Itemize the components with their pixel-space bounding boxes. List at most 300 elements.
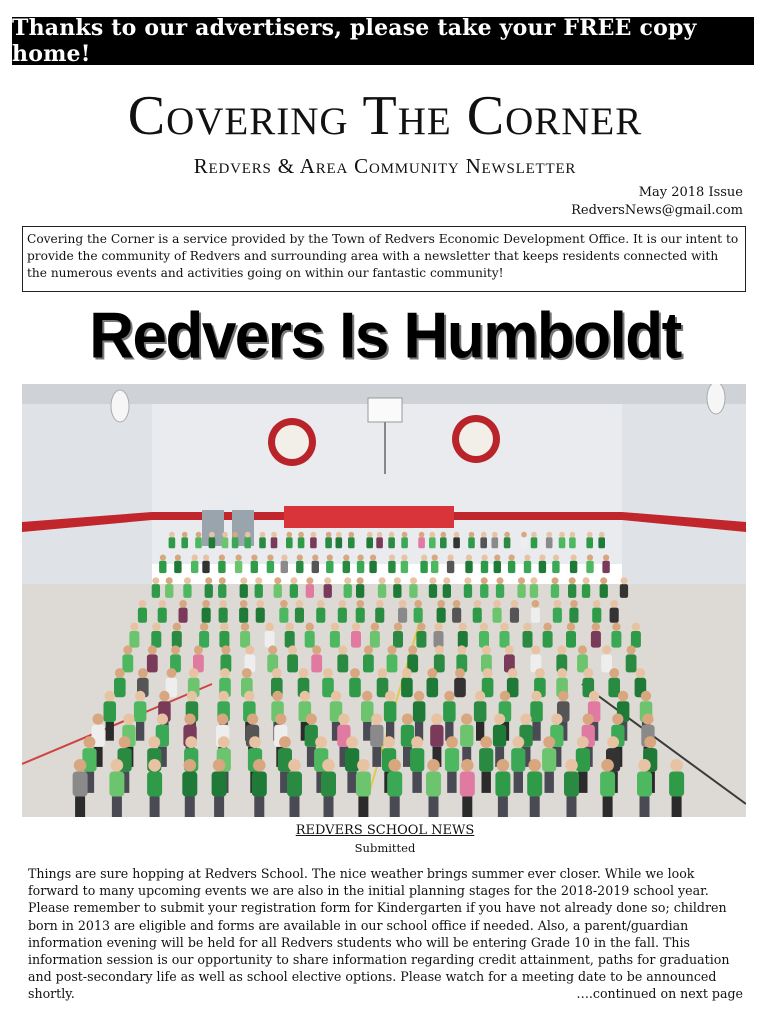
- student-head: [157, 714, 168, 725]
- student-figure: [232, 537, 239, 548]
- student-figure: [564, 772, 579, 797]
- student-head: [419, 532, 425, 538]
- student-legs: [112, 797, 122, 818]
- student-head: [138, 668, 148, 678]
- student-legs: [150, 797, 160, 818]
- student-head: [414, 600, 422, 608]
- banner-text: Thanks to our advertisers, please take your FREE copy home!: [12, 15, 697, 67]
- student-head: [187, 691, 197, 701]
- student-figure: [631, 631, 641, 648]
- student-figure: [430, 725, 443, 747]
- student-figure: [388, 561, 395, 573]
- student-figure: [543, 631, 553, 648]
- student-head: [339, 600, 347, 608]
- gym-left-wall: [22, 404, 152, 614]
- student-head: [298, 532, 304, 538]
- student-figure: [388, 537, 395, 548]
- student-figure: [295, 608, 304, 623]
- student-figure: [384, 701, 397, 722]
- student-figure: [369, 561, 376, 573]
- student-figure: [454, 678, 466, 697]
- student-legs: [462, 797, 472, 818]
- student-head: [494, 555, 500, 561]
- student-head: [130, 623, 138, 631]
- student-legs: [567, 797, 577, 818]
- student-head: [388, 645, 397, 654]
- student-figure: [324, 584, 332, 598]
- student-head: [411, 736, 423, 748]
- student-figure: [134, 701, 147, 722]
- student-head: [518, 577, 525, 584]
- student-figure: [413, 701, 426, 722]
- student-figure: [492, 537, 499, 548]
- student-figure: [410, 748, 424, 772]
- student-head: [388, 759, 401, 772]
- student-figure: [611, 631, 621, 648]
- contact-email[interactable]: RedversNews@gmail.com: [571, 203, 743, 218]
- student-figure: [296, 561, 303, 573]
- student-head: [553, 555, 559, 561]
- student-head: [115, 668, 125, 678]
- student-head: [194, 645, 203, 654]
- student-figure: [500, 631, 510, 648]
- student-head: [528, 759, 541, 772]
- student-figure: [420, 561, 427, 573]
- student-figure: [474, 701, 487, 722]
- student-head: [274, 577, 281, 584]
- gym-group-photo: [22, 384, 746, 817]
- student-figure: [305, 631, 315, 648]
- student-head: [432, 555, 438, 561]
- student-head: [455, 668, 465, 678]
- student-head: [255, 577, 262, 584]
- student-figure: [493, 725, 506, 747]
- article-byline: Submitted: [354, 841, 416, 855]
- student-figure: [570, 561, 577, 573]
- student-figure: [542, 748, 556, 772]
- student-figure: [310, 537, 317, 548]
- student-figure: [183, 584, 191, 598]
- student-head: [221, 645, 230, 654]
- student-head: [299, 668, 309, 678]
- student-figure: [376, 537, 383, 548]
- student-head: [466, 555, 472, 561]
- student-figure: [349, 678, 361, 697]
- student-head: [322, 759, 335, 772]
- student-figure: [551, 584, 559, 598]
- student-head: [546, 532, 552, 538]
- student-head: [331, 623, 339, 631]
- student-head: [599, 532, 605, 538]
- student-head: [567, 623, 575, 631]
- student-figure: [366, 537, 373, 548]
- student-head: [531, 691, 541, 701]
- student-figure: [517, 584, 525, 598]
- student-head: [184, 714, 195, 725]
- student-head: [336, 532, 342, 538]
- student-head: [280, 600, 288, 608]
- student-head: [618, 691, 628, 701]
- student-figure: [274, 584, 282, 598]
- student-legs: [324, 797, 334, 818]
- student-head: [435, 645, 444, 654]
- student-head: [159, 600, 167, 608]
- student-figure: [387, 654, 398, 672]
- student-head: [205, 577, 212, 584]
- student-head: [169, 532, 175, 538]
- student-head: [505, 645, 514, 654]
- student-figure: [566, 631, 576, 648]
- student-figure: [553, 608, 562, 623]
- student-head: [482, 645, 491, 654]
- student-head: [394, 623, 402, 631]
- student-figure: [592, 608, 601, 623]
- student-head: [558, 691, 568, 701]
- student-head: [531, 532, 537, 538]
- student-head: [240, 577, 247, 584]
- student-head: [84, 736, 96, 748]
- student-figure: [356, 772, 371, 797]
- student-figure: [222, 537, 229, 548]
- student-head: [245, 645, 254, 654]
- student-head: [543, 623, 551, 631]
- student-head: [200, 623, 208, 631]
- student-figure: [414, 608, 423, 623]
- student-legs: [482, 772, 491, 793]
- student-head: [612, 714, 623, 725]
- student-head: [315, 736, 327, 748]
- student-head: [317, 600, 325, 608]
- student-head: [457, 645, 466, 654]
- student-figure: [165, 584, 173, 598]
- student-head: [220, 623, 228, 631]
- student-figure: [316, 608, 325, 623]
- student-figure: [286, 537, 293, 548]
- student-head: [530, 577, 537, 584]
- student-figure: [496, 584, 504, 598]
- student-figure: [114, 678, 126, 697]
- student-figure: [437, 608, 446, 623]
- student-figure: [285, 631, 295, 648]
- student-head: [290, 577, 297, 584]
- student-figure: [527, 772, 542, 797]
- student-legs: [136, 722, 144, 741]
- student-figure: [129, 631, 139, 648]
- intro-text: Covering the Corner is a service provided by the Town of Redvers Economic Development Office. It is our intent to provide the community of Redvers and surrounding area with a newsletter that keeps residents connected with the numerous events and activities going on within our fantastic community!: [27, 232, 739, 280]
- student-figure: [504, 537, 511, 548]
- student-head: [494, 714, 505, 725]
- student-head: [323, 668, 333, 678]
- student-figure: [481, 561, 488, 573]
- student-head: [543, 736, 555, 748]
- student-figure: [460, 725, 473, 747]
- student-head: [577, 736, 589, 748]
- student-head: [148, 736, 160, 748]
- student-legs: [254, 797, 264, 818]
- student-figure: [600, 584, 608, 598]
- student-figure: [401, 537, 408, 548]
- student-figure: [73, 772, 88, 797]
- student-figure: [387, 772, 402, 797]
- student-figure: [539, 561, 546, 573]
- student-figure: [256, 608, 265, 623]
- student-figure: [480, 537, 487, 548]
- student-head: [184, 577, 191, 584]
- student-figure: [409, 584, 417, 598]
- student-figure: [479, 748, 493, 772]
- student-head: [209, 532, 215, 538]
- student-head: [469, 532, 475, 538]
- student-figure: [495, 772, 510, 797]
- student-figure: [576, 748, 590, 772]
- student-legs: [532, 722, 540, 741]
- student-head: [306, 623, 314, 631]
- student-figure: [468, 537, 475, 548]
- student-head: [531, 645, 540, 654]
- student-head: [602, 645, 611, 654]
- student-figure: [321, 772, 336, 797]
- student-head: [434, 623, 442, 631]
- student-legs: [372, 747, 381, 767]
- student-legs: [75, 797, 85, 818]
- student-head: [559, 532, 565, 538]
- student-head: [554, 600, 562, 608]
- student-head: [275, 714, 286, 725]
- student-head: [220, 668, 230, 678]
- student-head: [123, 714, 134, 725]
- student-legs: [185, 797, 195, 818]
- student-figure: [530, 701, 543, 722]
- student-figure: [219, 631, 229, 648]
- student-head: [167, 668, 177, 678]
- student-head: [271, 532, 277, 538]
- student-head: [571, 555, 577, 561]
- student-figure: [559, 537, 566, 548]
- student-figure: [255, 584, 263, 598]
- student-head: [242, 668, 252, 678]
- student-figure: [287, 654, 298, 672]
- student-figure: [151, 631, 161, 648]
- student-head: [446, 736, 458, 748]
- student-figure: [104, 701, 117, 722]
- student-head: [171, 645, 180, 654]
- student-figure: [179, 608, 188, 623]
- student-head: [377, 532, 383, 538]
- student-head: [203, 555, 209, 561]
- student-figure: [345, 748, 359, 772]
- student-head: [394, 577, 401, 584]
- student-figure: [568, 584, 576, 598]
- student-figure: [370, 725, 383, 747]
- student-figure: [209, 537, 216, 548]
- student-figure: [494, 561, 501, 573]
- student-head: [196, 532, 202, 538]
- student-head: [417, 623, 425, 631]
- student-head: [632, 623, 640, 631]
- student-legs: [358, 797, 368, 818]
- student-figure: [473, 608, 482, 623]
- student-head: [378, 668, 388, 678]
- student-head: [300, 691, 310, 701]
- group-photo-illustration: [22, 384, 746, 817]
- student-head: [217, 714, 228, 725]
- student-head: [475, 691, 485, 701]
- student-legs: [545, 772, 554, 793]
- student-head: [523, 623, 531, 631]
- student-head: [324, 577, 331, 584]
- student-head: [583, 577, 590, 584]
- student-head: [443, 577, 450, 584]
- student-head: [296, 600, 304, 608]
- student-head: [123, 645, 132, 654]
- student-figure: [479, 631, 489, 648]
- student-head: [593, 600, 601, 608]
- student-figure: [416, 631, 426, 648]
- basketball-hoop-left: [111, 390, 129, 422]
- student-head: [492, 532, 498, 538]
- student-figure: [265, 631, 275, 648]
- student-head: [189, 668, 199, 678]
- student-figure: [511, 748, 525, 772]
- student-figure: [521, 537, 528, 548]
- student-head: [636, 668, 646, 678]
- student-head: [173, 623, 181, 631]
- student-figure: [508, 561, 515, 573]
- student-figure: [458, 631, 468, 648]
- student-figure: [218, 561, 225, 573]
- student-head: [343, 555, 349, 561]
- student-figure: [138, 608, 147, 623]
- student-figure: [569, 608, 578, 623]
- student-figure: [351, 631, 361, 648]
- student-legs: [640, 797, 650, 818]
- student-head: [357, 577, 364, 584]
- student-legs: [603, 797, 613, 818]
- student-figure: [298, 537, 305, 548]
- student-head: [524, 555, 530, 561]
- student-legs: [347, 772, 356, 793]
- student-head: [642, 714, 653, 725]
- student-figure: [344, 584, 352, 598]
- student-figure: [336, 537, 343, 548]
- student-figure: [202, 608, 211, 623]
- student-figure: [218, 584, 226, 598]
- student-head: [152, 577, 159, 584]
- student-head: [444, 691, 454, 701]
- student-head: [459, 623, 467, 631]
- student-figure: [325, 537, 332, 548]
- student-head: [222, 532, 228, 538]
- student-head: [603, 555, 609, 561]
- student-head: [497, 577, 504, 584]
- student-head: [453, 600, 461, 608]
- student-head: [464, 577, 471, 584]
- student-head: [312, 645, 321, 654]
- student-head: [587, 532, 593, 538]
- student-figure: [426, 772, 441, 797]
- student-head: [551, 714, 562, 725]
- student-head: [279, 736, 291, 748]
- student-figure: [281, 561, 288, 573]
- student-figure: [637, 772, 652, 797]
- student-head: [219, 691, 229, 701]
- student-legs: [429, 797, 439, 818]
- student-figure: [602, 561, 609, 573]
- student-figure: [610, 608, 619, 623]
- student-figure: [493, 608, 502, 623]
- student-head: [362, 691, 372, 701]
- student-head: [371, 714, 382, 725]
- student-figure: [429, 537, 436, 548]
- student-head: [371, 623, 379, 631]
- student-head: [139, 600, 147, 608]
- student-figure: [251, 561, 258, 573]
- student-head: [364, 645, 373, 654]
- student-head: [481, 532, 487, 538]
- red-banner: [284, 506, 454, 528]
- student-head: [256, 600, 264, 608]
- student-head: [607, 736, 619, 748]
- student-figure: [531, 608, 540, 623]
- student-figure: [356, 584, 364, 598]
- student-head: [600, 577, 607, 584]
- student-head: [408, 645, 417, 654]
- student-figure: [158, 608, 167, 623]
- student-head: [427, 759, 440, 772]
- student-figure: [378, 584, 386, 598]
- student-head: [241, 623, 249, 631]
- student-figure: [510, 608, 519, 623]
- student-head: [219, 555, 225, 561]
- student-figure: [219, 608, 228, 623]
- student-figure: [147, 772, 162, 797]
- student-figure: [586, 561, 593, 573]
- student-head: [578, 645, 587, 654]
- student-head: [482, 555, 488, 561]
- student-head: [260, 532, 266, 538]
- student-figure: [337, 654, 348, 672]
- student-head: [638, 759, 651, 772]
- student-figure: [620, 584, 628, 598]
- student-head: [288, 645, 297, 654]
- student-figure: [552, 561, 559, 573]
- student-head: [331, 691, 341, 701]
- student-head: [244, 691, 254, 701]
- student-figure: [181, 537, 188, 548]
- student-figure: [443, 584, 451, 598]
- student-head: [297, 555, 303, 561]
- continued-note: ….continued on next page: [576, 986, 743, 1001]
- student-figure: [252, 772, 267, 797]
- student-head: [327, 555, 333, 561]
- student-head: [497, 759, 510, 772]
- student-figure: [122, 654, 133, 672]
- student-head: [111, 759, 124, 772]
- student-head: [641, 691, 651, 701]
- student-figure: [601, 654, 612, 672]
- student-legs: [106, 722, 114, 741]
- student-head: [219, 577, 226, 584]
- article-body: Things are sure hopping at Redvers School. The nice weather brings summer ever closer. While we look forward to many upcoming events we are also in the initial planning stages for the 2018-2019 school year. Please remember to submit your registration form for Kindergarten if you have not already done so; children born in 2013 are eligible and forms are available in our school office if needed. Also, a parent/guardian information evening will be held for all Redvers students who will be entering Grade 10 in the fall. This information session is our opportunity to share information regarding credit attainment, paths for graduation and post-secondary life as well as school elective options. Please watch for a meeting date to be announced shortly.: [28, 866, 730, 1002]
- student-head: [399, 600, 407, 608]
- intro-box: [22, 226, 746, 292]
- student-head: [306, 714, 317, 725]
- student-head: [357, 600, 365, 608]
- student-figure: [401, 561, 408, 573]
- student-figure: [267, 561, 274, 573]
- student-figure: [626, 654, 637, 672]
- student-head: [610, 600, 618, 608]
